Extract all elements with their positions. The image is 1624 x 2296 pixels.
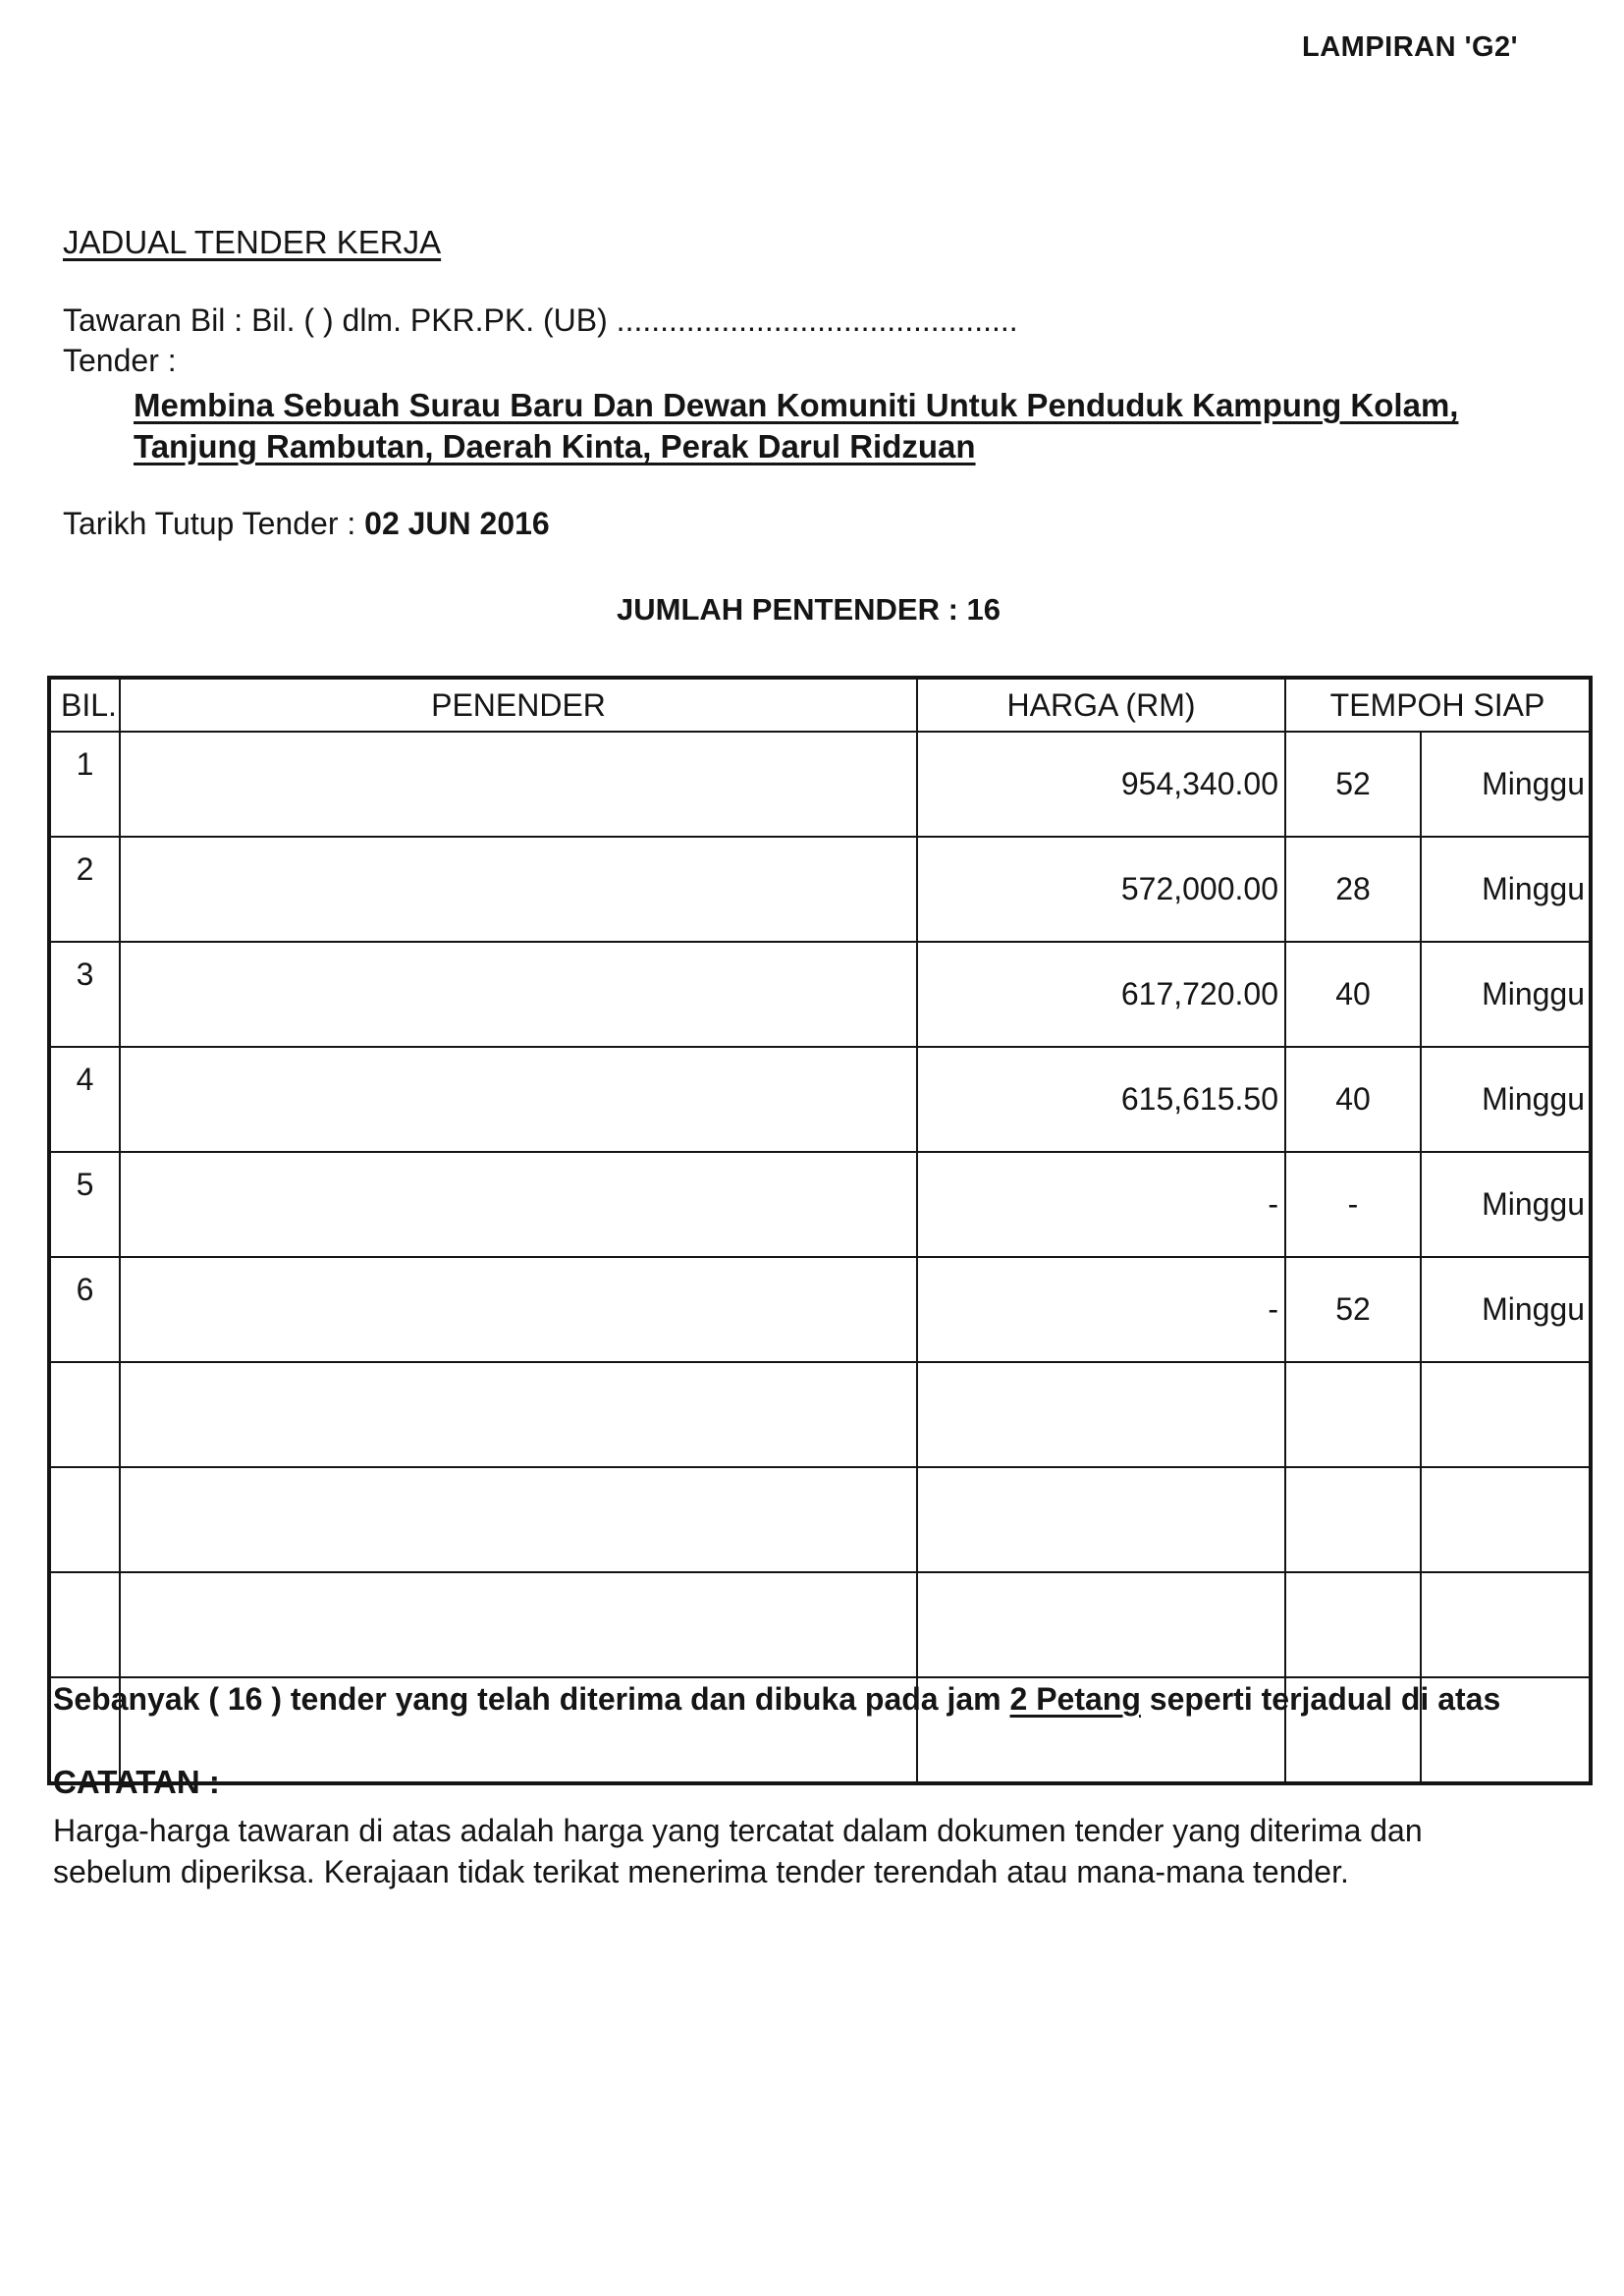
annex-label: LAMPIRAN 'G2' [1302, 31, 1519, 63]
cell-bil [49, 1467, 120, 1572]
cell-bil: 5 [49, 1152, 120, 1257]
tender-table [47, 676, 1593, 1785]
table-row [49, 1152, 1591, 1257]
cell-unit [1421, 1572, 1591, 1677]
cell-tenderer [120, 1467, 917, 1572]
cell-unit: Minggu [1421, 942, 1591, 1047]
cell-weeks: - [1285, 1152, 1421, 1257]
project-title-line-1: Membina Sebuah Surau Baru Dan Dewan Komuniti Untuk Penduduk Kampung Kolam, [134, 387, 1459, 423]
table-header-row [49, 678, 1591, 732]
cell-unit: Minggu [1421, 1152, 1591, 1257]
cell-unit: Minggu [1421, 732, 1591, 837]
cell-weeks [1285, 1467, 1421, 1572]
cell-bil: 2 [49, 837, 120, 942]
cell-weeks: 40 [1285, 1047, 1421, 1152]
table-row [49, 732, 1591, 837]
cell-unit [1421, 1362, 1591, 1467]
cell-weeks: 52 [1285, 732, 1421, 837]
notes-line-1: Harga-harga tawaran di atas adalah harga yang tercatat dalam dokumen tender yang diterima dan [53, 1813, 1423, 1848]
cell-unit: Minggu [1421, 837, 1591, 942]
cell-weeks: 52 [1285, 1257, 1421, 1362]
cell-price [917, 1362, 1285, 1467]
table-row [49, 942, 1591, 1047]
tenderer-count-heading: JUMLAH PENTENDER : 16 [617, 592, 1001, 627]
header-tenderer: PENENDER [120, 678, 917, 732]
cell-bil: 1 [49, 732, 120, 837]
table-row [49, 1047, 1591, 1152]
project-title-line-2: Tanjung Rambutan, Daerah Kinta, Perak Darul Ridzuan [134, 428, 976, 465]
table-row [49, 1467, 1591, 1572]
cell-price: 617,720.00 [917, 942, 1285, 1047]
document-title: JADUAL TENDER KERJA [63, 224, 442, 260]
summary-suffix: seperti terjadual di atas [1140, 1681, 1501, 1717]
header-price: HARGA (RM) [917, 678, 1285, 732]
cell-price [917, 1572, 1285, 1677]
table-row [49, 1362, 1591, 1467]
cell-tenderer [120, 1047, 917, 1152]
cell-tenderer [120, 942, 917, 1047]
cell-unit [1421, 1467, 1591, 1572]
cell-unit: Minggu [1421, 1047, 1591, 1152]
cell-tenderer [120, 1257, 917, 1362]
cell-tenderer [120, 1572, 917, 1677]
closing-date-line [63, 506, 550, 542]
header-duration: TEMPOH SIAP [1285, 678, 1591, 732]
cell-unit: Minggu [1421, 1257, 1591, 1362]
table-row [49, 837, 1591, 942]
cell-bil [49, 1572, 120, 1677]
summary-line [53, 1681, 1500, 1718]
cell-price: - [917, 1152, 1285, 1257]
table-row [49, 1572, 1591, 1677]
cell-price: 615,615.50 [917, 1047, 1285, 1152]
cell-tenderer [120, 837, 917, 942]
cell-price: - [917, 1257, 1285, 1362]
cell-tenderer [120, 1362, 917, 1467]
cell-price: 954,340.00 [917, 732, 1285, 837]
notes-title: CATATAN : [53, 1764, 220, 1800]
header-bil: BIL. [49, 678, 120, 732]
cell-weeks [1285, 1572, 1421, 1677]
cell-bil [49, 1362, 120, 1467]
summary-prefix: Sebanyak ( 16 ) tender yang telah diterima dan dibuka pada jam [53, 1681, 1010, 1717]
cell-weeks [1285, 1362, 1421, 1467]
cell-price [917, 1467, 1285, 1572]
cell-bil: 6 [49, 1257, 120, 1362]
notes-line-2: sebelum diperiksa. Kerajaan tidak terikat menerima tender terendah atau mana-mana tender. [53, 1854, 1349, 1889]
cell-tenderer [120, 1152, 917, 1257]
cell-weeks: 28 [1285, 837, 1421, 942]
cell-weeks: 40 [1285, 942, 1421, 1047]
table-row [49, 1257, 1591, 1362]
closing-date-label: Tarikh Tutup Tender : [63, 506, 365, 541]
offer-number-line: Tawaran Bil : Bil. ( ) dlm. PKR.PK. (UB) .............................................. [63, 302, 1018, 338]
cell-bil: 3 [49, 942, 120, 1047]
tender-label: Tender : [63, 343, 177, 378]
summary-time: 2 Petang [1009, 1681, 1141, 1717]
cell-bil: 4 [49, 1047, 120, 1152]
cell-price: 572,000.00 [917, 837, 1285, 942]
cell-tenderer [120, 732, 917, 837]
closing-date-value: 02 JUN 2016 [364, 506, 550, 541]
